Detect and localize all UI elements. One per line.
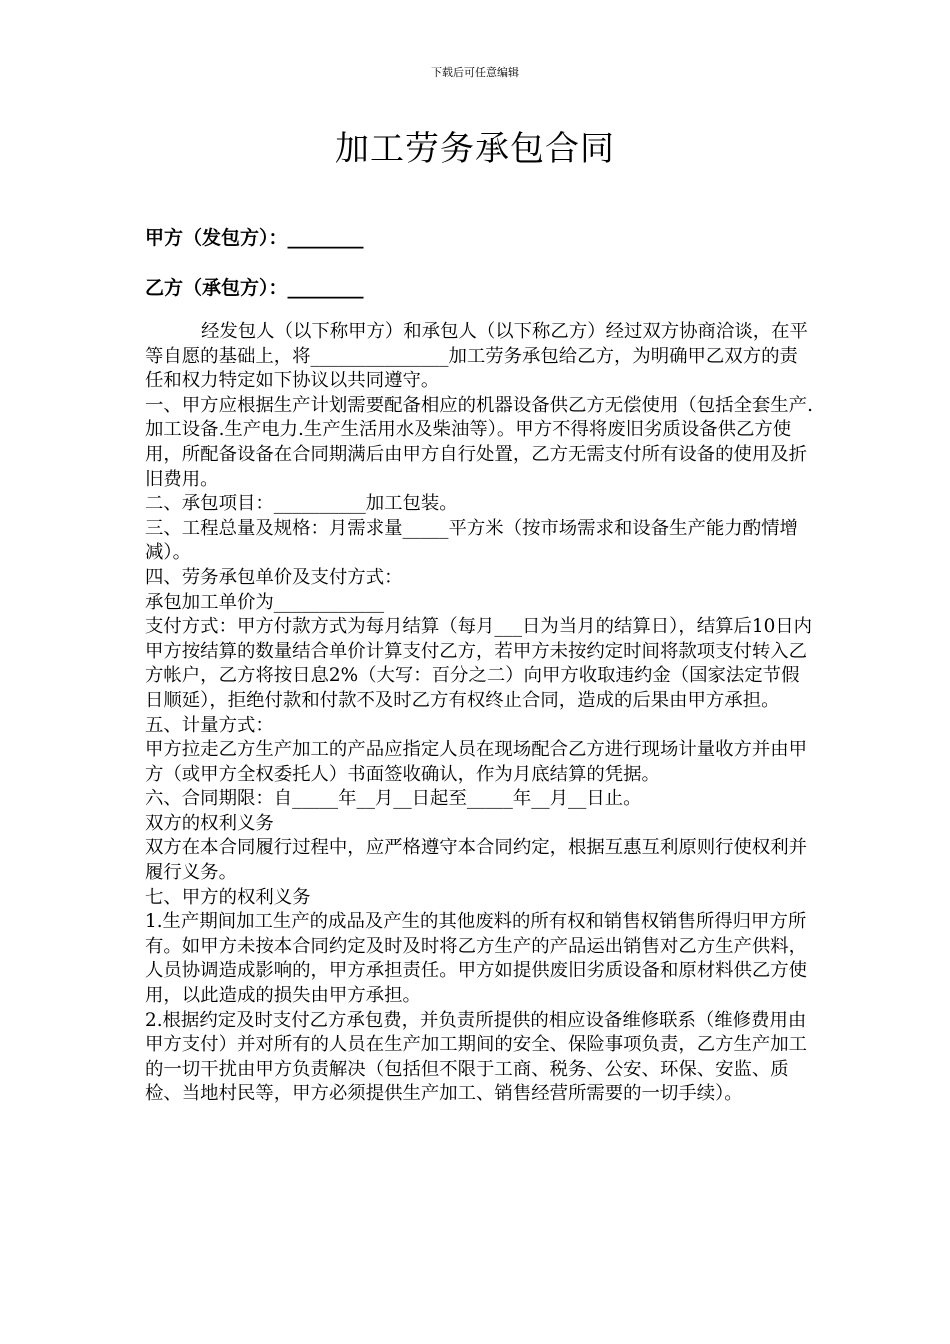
clause-4-heading: 四、劳务承包单价及支付方式：: [145, 566, 403, 588]
clause-4-payment: 支付方式：甲方付款方式为每月结算（每月___日为当月的结算日），结算后10日内甲方按结算的数量结合单价计算支付乙方，若甲方未按约定时间将款项支付转入乙方帐户，乙方将按日息2%（大写：百分之二）向甲方收取违约金（国家法定节假日顺延），拒绝付款和付款不及时乙方有权终止合同，造成的后果由甲方承担。: [145, 616, 813, 711]
party-a-line: 甲方（发包方）：________: [145, 227, 364, 249]
clause-4-unit-price: 承包加工单价为____________: [145, 591, 385, 613]
clause-7-item-2: 2.根据约定及时支付乙方承包费，并负责所提供的相应设备维修联系（维修费用由甲方支付）并对所有的人员在生产加工期间的安全、保险事项负责，乙方生产加工的一切干扰由甲方负责解决（包括但不限于工商、税务、公安、环保、安监、质检、当地村民等，甲方必须提供生产加工、销售经营所需要的一切手续）。: [145, 1009, 808, 1105]
clause-3: 三、工程总量及规格：月需求量_____平方米（按市场需求和设备生产能力酌情增减）。: [145, 517, 798, 564]
document-title: 加工劳务承包合同: [335, 129, 615, 169]
clause-6: 六、合同期限：自_____年__月__日起至_____年__月__日止。: [145, 788, 642, 810]
clause-7-heading: 七、甲方的权利义务: [145, 886, 311, 908]
clause-5-body: 甲方拉走乙方生产加工的产品应指定人员在现场配合乙方进行现场计量收方并由甲方（或甲方全权委托人）书面签收确认，作为月底结算的凭据。: [145, 739, 808, 785]
clause-7-item-1: 1.生产期间加工生产的成品及产生的其他废料的所有权和销售权销售所得归甲方所有。如甲方未按本合同约定及时及时将乙方生产的产品运出销售对乙方生产供料，人员协调造成影响的，甲方承担责任。甲方如提供废旧劣质设备和原材料供乙方使用，以此造成的损失由甲方承担。: [145, 911, 808, 1007]
page-header-note: 下载后可任意编辑: [431, 66, 519, 79]
party-b-line: 乙方（承包方）：________: [145, 277, 364, 299]
rights-body: 双方在本合同履行过程中，应严格遵守本合同约定，根据互惠互利原则行使权利并履行义务。: [145, 837, 808, 884]
intro-paragraph: 经发包人（以下称甲方）和承包人（以下称乙方）经过双方协商洽谈，在平等自愿的基础上，将_______________加工劳务承包给乙方，为明确甲乙双方的责任和权力特定如下协议以共同遵守。: [145, 321, 808, 392]
clause-5-heading: 五、计量方式：: [145, 714, 274, 736]
contract-body: [145, 320, 815, 1107]
clause-1: 一、甲方应根据生产计划需要配备相应的机器设备供乙方无偿使用（包括全套生产.加工设备.生产电力.生产生活用水及柴油等）。甲方不得将废旧劣质设备供乙方使用，所配备设备在合同期满后由甲方自行处置，乙方无需支付所有设备的使用及折旧费用。: [145, 394, 813, 490]
clause-2: 二、承包项目：__________加工包装。: [145, 493, 458, 515]
rights-heading: 双方的权利义务: [145, 812, 274, 834]
